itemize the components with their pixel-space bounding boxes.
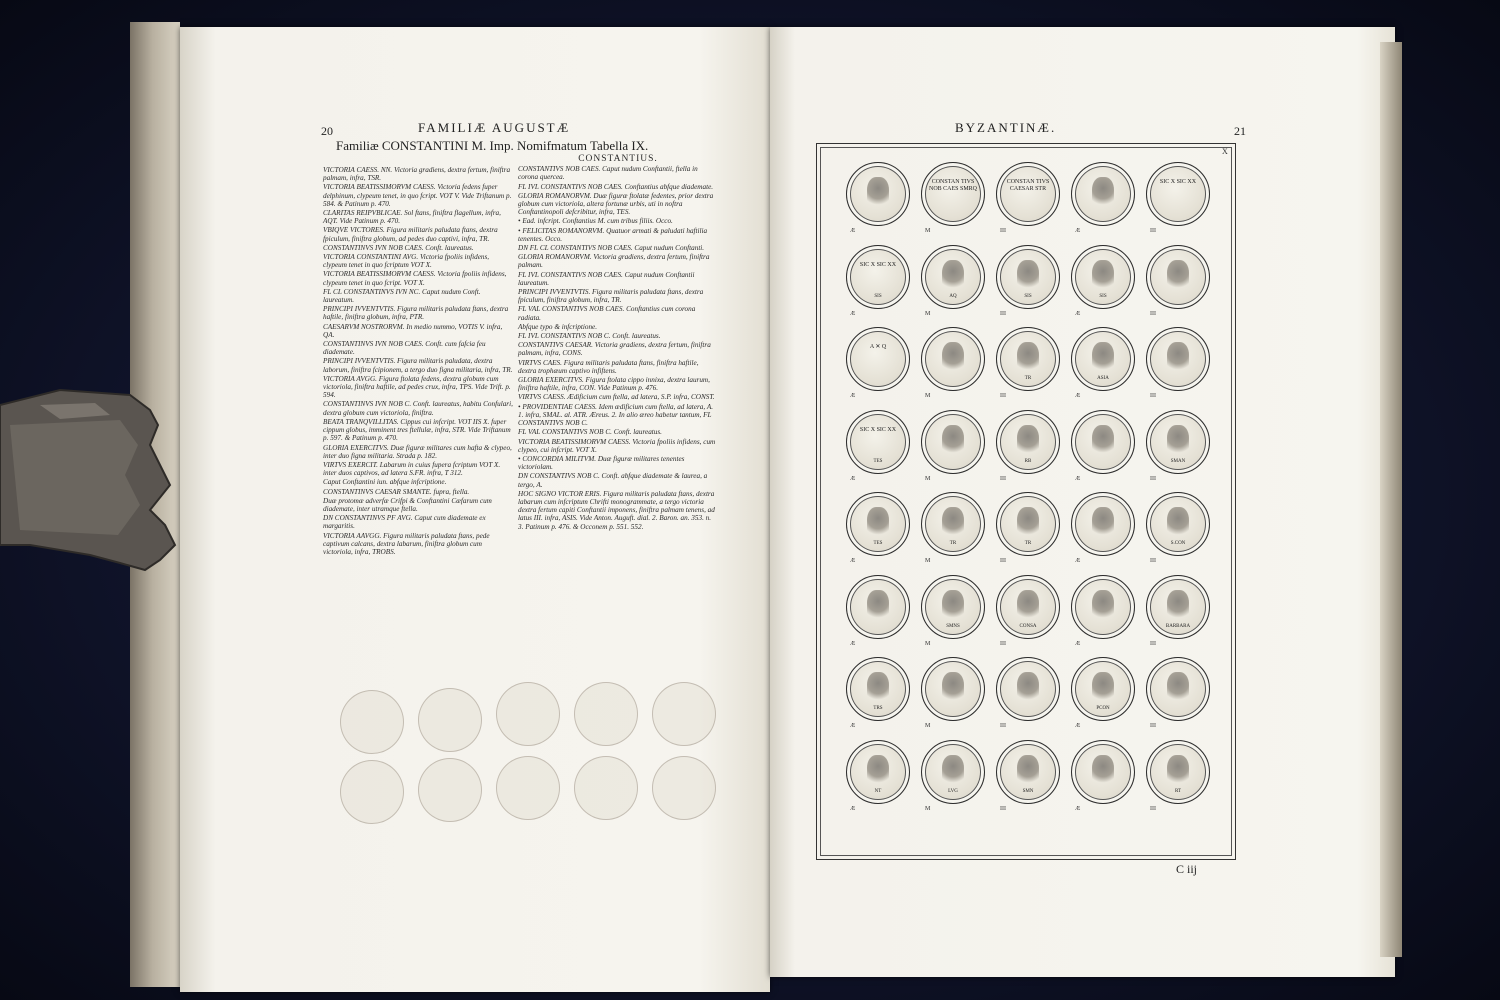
metal-clasp-icon [0, 385, 185, 575]
metal-mark: M [925, 723, 931, 729]
metal-mark: III [1000, 310, 1006, 317]
coin-illustration [846, 657, 910, 721]
coin-illustration [921, 575, 985, 639]
coin-description: • PROVIDENTIAE CAESS. Idem ædificium cum ftella, ad latera, A. 1. infra, SMAL. al. ATR. Æreus. 2. In alio æreo habetur tantum, FL CONSTANTIVS NOB C. [518, 402, 714, 428]
coin-illustration [921, 410, 985, 474]
coin-illustration [1071, 657, 1135, 721]
coin-figure-icon [1017, 590, 1039, 622]
signature-mark: C iij [1176, 862, 1198, 876]
coin-figure-icon [1017, 755, 1039, 787]
coin-description: HOC SIGNO VICTOR ERIS. Figura militaris paludata ftans, dextra labarum cum infcriptum Chrifti monogrammate, a tergo victoria dextra fertum capiti Conftantii imponens, finiftra palmam tenens, ad latus III. infra, ASIS. Vide Anton. Auguft. dial. 2. Baron. an. 353. n. 3. Patinum p. 476. & Occonem p. 551. 552. [518, 489, 715, 531]
coin-description: FL IVL CONSTANTIVS NOB CAES. Caput nudum Conftantii laureatum. [518, 270, 695, 287]
metal-mark: III [1000, 805, 1006, 812]
coin-exergue: S.CON [1170, 541, 1186, 546]
coin-illustration [1146, 657, 1210, 721]
coin-description: GLORIA EXERCITVS. Figura ftolata cippo innixa, dextra laurum, finiftra haftile, infra, CON. Vide Patinum p. 476. [518, 376, 710, 393]
coin-exergue: TRS [873, 706, 883, 711]
text-column-right [518, 155, 718, 532]
coin-description: CLARITAS REIPVBLICAE. Sol ftans, finiftra flagellum, infra, AQT. Vide Patinum p. 470. [323, 209, 501, 226]
coin-exergue: RB [1024, 458, 1032, 464]
running-head-left: FAMILIÆ AUGUSTÆ [418, 120, 571, 135]
coin-figure-icon [867, 672, 889, 704]
metal-mark: Æ [850, 310, 856, 317]
metal-mark: Æ [850, 228, 856, 234]
coin-figure-icon [867, 507, 889, 539]
coin-description: Duæ protomæ adverfæ Crifpi & Conftantini Cæfarum cum diademate, inter utramque ftella. [323, 496, 492, 513]
coin-illustration [846, 162, 910, 226]
metal-mark: M [925, 805, 931, 812]
coin-exergue: TR [949, 541, 957, 546]
coin-description: PRINCIPI IVVENTVTIS. Figura militaris paludata ftans, dextra fpiculum, finiftra globum, infra, TR. [518, 288, 704, 305]
page-title: Familiæ CONSTANTINI M. Imp. Nomifmatum Tabella IX. [336, 138, 649, 153]
coin-description: FL VAL CONSTANTIVS NOB C. Conft. laureatus. [518, 428, 662, 437]
coin-illustration [846, 327, 910, 391]
metal-mark: Æ [850, 475, 856, 482]
coin-description: DN CONSTANTINVS PF AVG. Caput cum diademate ex margaritis. [323, 514, 486, 531]
coin-exergue: LVG [948, 788, 958, 794]
metal-mark: III [1000, 475, 1006, 482]
coin-illustration [1146, 492, 1210, 556]
coin-description: GLORIA EXERCITVS. Duæ figuræ militares cum hafta & clypeo, inter duo figna militaria. Strada p. 182. [323, 443, 512, 460]
plate-corner-mark: X [1222, 147, 1228, 156]
coin-exergue: TR [1024, 376, 1032, 381]
metal-mark: Æ [1075, 640, 1081, 647]
coin-figure-icon [942, 755, 964, 787]
coin-legend: SIC X SIC XX [859, 426, 897, 433]
coin-illustration [921, 740, 985, 804]
coin-description: DN CONSTANTIVS NOB C. Conft. abfque diademate & laurea, a tergo, A. [518, 472, 708, 489]
coin-figure-icon [1017, 425, 1039, 457]
coin-figure-icon [1167, 755, 1189, 787]
coin-exergue: SIS [874, 293, 882, 299]
coin-legend: CONSTAN TIVS NOB CAES SMRQ [928, 179, 977, 192]
metal-mark: III [1150, 723, 1156, 729]
coin-description: VICTORIA CAESS. NN. Victoria gradiens, dextra fertum, finiftra palmam, infra, TSR. [323, 166, 511, 183]
metal-mark: Æ [1075, 723, 1081, 729]
coin-figure-icon [1092, 672, 1114, 704]
coin-illustration [996, 740, 1060, 804]
metal-mark: Æ [1075, 310, 1081, 317]
coin-illustration [846, 410, 910, 474]
coin-figure-icon [1017, 672, 1039, 704]
coin-figure-icon [1092, 177, 1114, 209]
metal-mark: Æ [1075, 558, 1081, 564]
coin-description: VICTORIA BEATISSIMORVM CAESS. Victoria fpoliis infidens, cum clypeo, cui infcript. VOT X. [518, 437, 716, 454]
metal-mark: Æ [1075, 228, 1081, 234]
coin-description: VICTORIA AAVGG. Figura militaris paludata ftans, pede captivum calcans, dextra labarum, finiftra globum cum victoriola, infra, TROBS. [323, 531, 490, 556]
coin-figure-icon [867, 177, 889, 209]
coin-description: VICTORIA BEATISSIMORVM CAESS. Victoria fpoliis infidens, clypeum tenet in quo fcript. VOT X. [323, 270, 507, 287]
metal-mark: III [1000, 640, 1006, 647]
coin-illustration [921, 162, 985, 226]
coin-exergue: SMN [1022, 788, 1034, 794]
metal-mark: Æ [1075, 393, 1081, 399]
coin-description: • FELICITAS ROMANORVM. Quatuor armati & paludati haftilia tenentes. Occo. [518, 226, 708, 243]
coin-exergue: SIS [1024, 293, 1032, 299]
metal-mark: M [925, 393, 931, 399]
coin-illustration [1146, 575, 1210, 639]
coin-figure-icon [1017, 342, 1039, 374]
coin-description: CONSTANTIVS CAESAR. Victoria gradiens, dextra fertum, finiftra palmam, infra, CONS. [518, 341, 711, 358]
coin-illustration [921, 327, 985, 391]
coin-legend: CONSTAN TIVS CAESAR STR [1006, 179, 1050, 192]
coin-figure-icon [942, 590, 964, 622]
coin-illustration [996, 162, 1060, 226]
metal-mark: M [925, 228, 931, 234]
metal-mark: III [1000, 393, 1006, 399]
coin-description: VIRTVS EXERCIT. Labarum in cuius fupera fcriptum VOT X. inter duos captivos, ad latera S.FR. infra, T 312. [323, 460, 501, 478]
metal-mark: III [1000, 558, 1006, 564]
coin-illustration [1146, 327, 1210, 391]
metal-mark: Æ [850, 558, 856, 564]
coin-illustration [1146, 162, 1210, 226]
metal-mark: III [1150, 640, 1156, 647]
coin-illustration [921, 245, 985, 309]
coin-legend: SIC X SIC XX [859, 261, 897, 268]
coin-figure-icon [1092, 425, 1114, 457]
coin-illustration [1071, 492, 1135, 556]
coin-legend: SIC X SIC XX [1159, 179, 1197, 185]
metal-mark: III [1000, 723, 1006, 729]
coin-illustration [996, 410, 1060, 474]
coin-figure-icon [1092, 755, 1114, 787]
coin-description: Abfque typo & infcriptione. [518, 322, 598, 331]
coin-illustration [996, 575, 1060, 639]
coin-exergue: SMAN [1170, 458, 1186, 464]
coin-description: PRINCIPI IVVENTVTIS. Figura militaris paludata, dextra laborum, finiftra fcipionem, a tergo duo figna militaria, infra, TR. [323, 357, 513, 374]
metal-mark: III [1150, 228, 1156, 234]
metal-mark: III [1150, 393, 1156, 399]
coin-exergue: TES [873, 458, 883, 464]
coin-figure-icon [1167, 590, 1189, 622]
coin-illustration [1071, 245, 1135, 309]
coin-legend: A ✕ Q [869, 344, 887, 350]
metal-mark: III [1150, 310, 1156, 317]
metal-mark: Æ [1075, 475, 1081, 482]
coin-illustration [846, 575, 910, 639]
coin-exergue: PCON [1096, 706, 1110, 711]
coin-figure-icon [942, 342, 964, 374]
coin-figure-icon [1017, 260, 1039, 292]
text-column-left [323, 166, 513, 557]
coin-figure-icon [1092, 260, 1114, 292]
coin-description: CONSTANTINVS IVN NOB CAES. Conft. laureatus. [323, 243, 474, 252]
coin-exergue: SMNS [946, 623, 960, 629]
coin-description: DN FL CL CONSTANTIVS NOB CAES. Caput nudum Conftanti. [518, 244, 705, 253]
page-number-left: 20 [321, 124, 333, 138]
coin-illustration [996, 327, 1060, 391]
coin-figure-icon [1167, 672, 1189, 704]
coin-description: VICTORIA BEATISSIMORVM CAESS. Victoria fedens fuper delphinum, clypeum tenet, in quo fcript. VOT V. Vide Triftanum p. 584. & Patinum p. 470. [323, 183, 512, 208]
coin-figure-icon [1167, 260, 1189, 292]
coin-illustration [1071, 162, 1135, 226]
coin-illustration [996, 492, 1060, 556]
coin-description: VIRTVS CAESS. Ædificium cum ftella, ad latera, S.P. infra, CONST. [518, 393, 715, 402]
coin-figure-icon [1092, 590, 1114, 622]
coin-illustration [846, 740, 910, 804]
coin-description: VBIQVE VICTORES. Figura militaris paludata ftans, dextra fpiculum, finiftra globum, ad pedes duo captivi, infra, TR. [323, 226, 498, 243]
coin-exergue: RT [1174, 788, 1182, 794]
coin-figure-icon [1092, 507, 1114, 539]
coin-figure-icon [1167, 342, 1189, 374]
coin-exergue: NT [874, 788, 882, 794]
metal-mark: Æ [1075, 805, 1081, 812]
coin-figure-icon [1092, 342, 1114, 374]
running-head-right: BYZANTINÆ. [955, 120, 1057, 135]
coin-illustration [996, 245, 1060, 309]
coin-illustration [921, 492, 985, 556]
metal-mark: Æ [850, 393, 856, 399]
coin-description: CONSTANTIVS NOB CAES. Caput nudum Conftantii, ftella in corona quercea. [518, 165, 698, 182]
coin-description: VICTORIA AVGG. Figura ftolata fedens, dextra globum cum victoriola, finiftra haftile, ad pedes crux, infra, TPS. Vide Trift. p. 594. [323, 374, 511, 400]
metal-mark: III [1150, 558, 1156, 564]
coin-description: Caput Conftantini iun. abfque infcriptione. [323, 478, 447, 487]
metal-mark: Æ [850, 805, 856, 812]
coin-description: • Ead. infcript. Conftantius M. cum tribus filiis. Occo. [518, 217, 673, 226]
coin-illustration [921, 657, 985, 721]
coin-illustration [1071, 327, 1135, 391]
coin-description: VIRTVS CAES. Figura militaris paludata ftans, finiftra haftile, dextra trophæum captivo infiftens. [518, 358, 699, 375]
coin-description: PRINCIPI IVVENTVTIS. Figura militaris paludata ftans, dextra haftile, finiftra globum, infra, PTR. [323, 305, 509, 322]
coin-illustration [1146, 740, 1210, 804]
coin-description: FL VAL CONSTANTIVS NOB CAES. Conftantius cum corona radiata. [518, 305, 696, 322]
page-number-right: 21 [1234, 124, 1246, 138]
metal-mark: M [925, 310, 931, 317]
book-fore-edge-right [1380, 42, 1402, 957]
coin-illustration [1146, 410, 1210, 474]
coin-figure-icon [1167, 507, 1189, 539]
coin-figure-icon [942, 260, 964, 292]
coin-exergue: ASIA [1097, 376, 1109, 381]
coin-figure-icon [942, 425, 964, 457]
coin-figure-icon [942, 672, 964, 704]
coin-illustration [1071, 575, 1135, 639]
metal-mark: M [925, 640, 931, 647]
coin-exergue: SIS [1099, 293, 1107, 299]
coin-exergue: CONSA [1019, 623, 1037, 629]
coin-description: BEATA TRANQVILLITAS. Cippus cui infcript. VOT IIS X. fuper cippum globus, imminent tres ftellulæ, infra, STR. Vide Triftanum p. 597. & Patinum p. 470. [323, 417, 511, 443]
coin-description: FL IVL CONSTANTIVS NOB CAES. Conftantius abfque diademate. [518, 182, 714, 191]
coin-figure-icon [867, 755, 889, 787]
coin-illustration [846, 245, 910, 309]
coin-illustration [1146, 245, 1210, 309]
coin-description: CONSTANTINVS CAESAR SMANTE. fupra, ftella. [323, 487, 470, 496]
coin-exergue: BARBARA [1165, 623, 1191, 629]
coin-description: CAESARVM NOSTRORVM. In medio nummo, VOTIS V. infra, QA. [323, 322, 503, 339]
coin-description: FL CL CONSTANTINVS IVN NC. Caput nudum Conft. laureatum. [323, 287, 481, 305]
coin-figure-icon [1167, 425, 1189, 457]
coin-description: • CONCORDIA MILITVM. Duæ figuræ militares tenentes victoriolam. [518, 454, 685, 472]
coin-illustration [846, 492, 910, 556]
coin-exergue: AQ [949, 293, 957, 299]
metal-mark: M [925, 475, 931, 482]
coin-illustration [996, 657, 1060, 721]
coin-exergue: TR [1024, 541, 1032, 546]
column-heading: CONSTANTIUS. [578, 154, 658, 164]
metal-mark: Æ [850, 723, 856, 729]
coin-figure-icon [942, 507, 964, 539]
coin-figure-icon [1017, 507, 1039, 539]
metal-mark: III [1150, 805, 1156, 812]
coin-description: CONSTANTINVS IVN NOB CAES. Conft. cum fafcia feu diademate. [323, 340, 486, 357]
coin-exergue: TES [873, 541, 883, 546]
coin-description: GLORIA ROMANORVM. Duæ figuræ ftolatæ fedentes, prior dextra globum cum victoriola, altera fortunæ urbis, uti in noftra Conftantinopoli defcribitur, infra, TES. [518, 191, 714, 217]
coin-illustration [1071, 410, 1135, 474]
coin-illustration [1071, 740, 1135, 804]
coin-description: CONSTANTINVS IVN NOB C. Conft. laureatus, habitu Confulari, dextra globum cum victoriola, finiftra. [323, 400, 513, 417]
coin-figure-icon [867, 590, 889, 622]
metal-mark: III [1150, 475, 1156, 482]
coin-description: GLORIA ROMANORVM. Victoria gradiens, dextra fertum, finiftra palmam. [518, 253, 710, 270]
metal-mark: Æ [850, 640, 856, 647]
coin-description: VICTORIA CONSTANTINI AVG. Victoria fpoliis infidens, clypeum tenet in quo fcriptum VOT X. [323, 253, 490, 270]
coin-description: FL IVL CONSTANTIVS NOB C. Conft. laureatus. [518, 332, 661, 341]
metal-mark: M [925, 558, 931, 564]
metal-mark: III [1000, 228, 1006, 234]
